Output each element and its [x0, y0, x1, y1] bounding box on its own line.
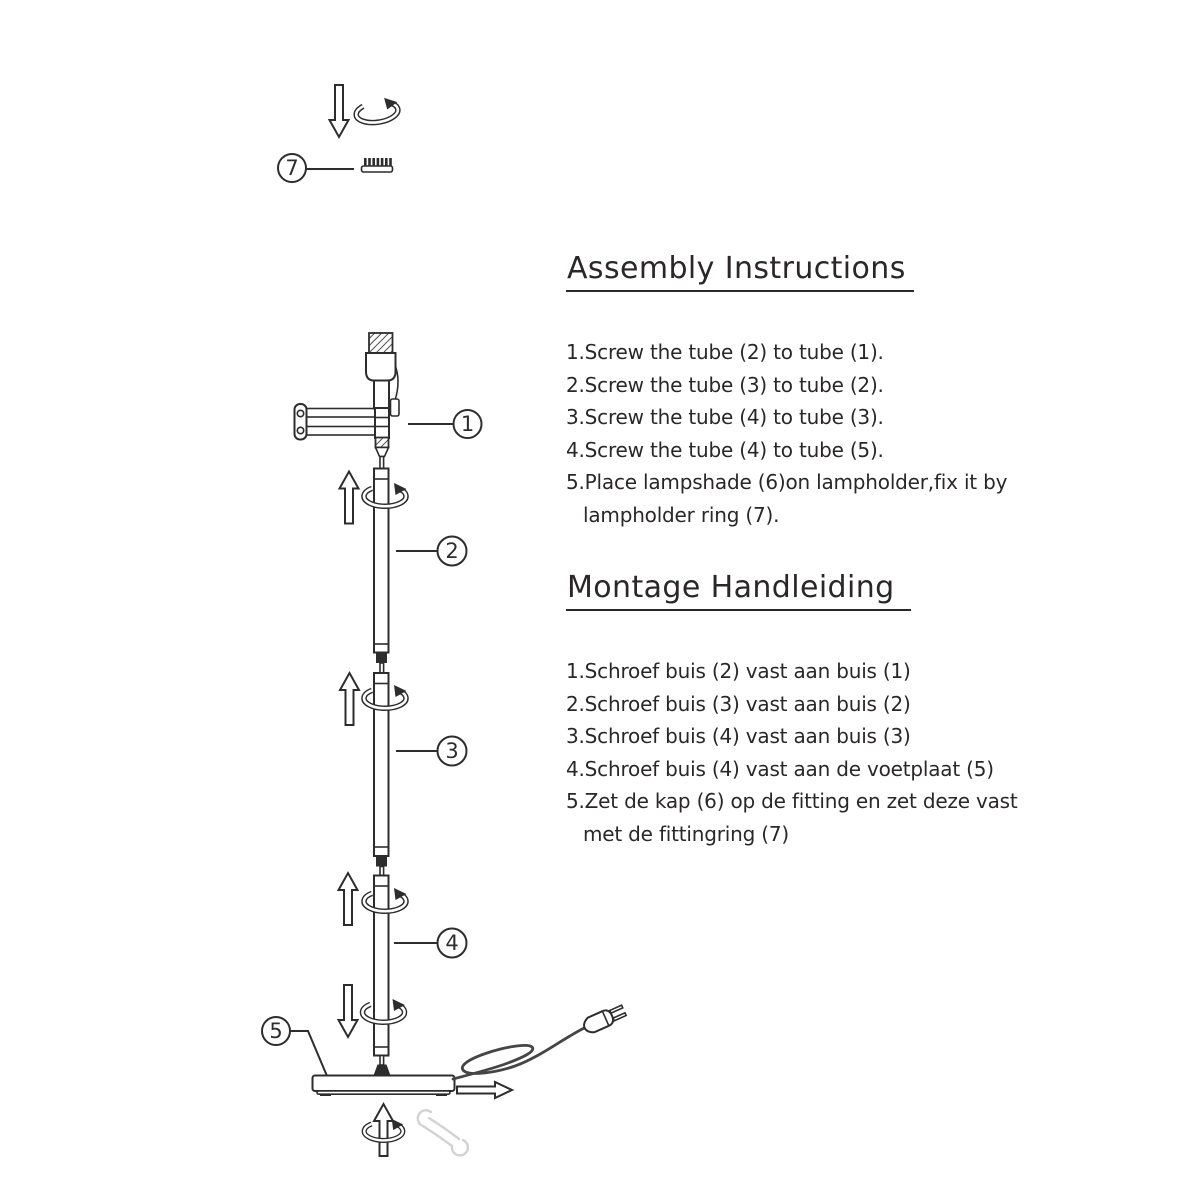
instruction-line: 4.Schroef buis (4) vast aan de voetplaat (5): [566, 756, 994, 781]
tube1-arm-section: [375, 408, 389, 438]
assembly-steps-nl: [566, 655, 1018, 851]
lampholder-ring-part: [362, 158, 393, 172]
tube-2: [374, 469, 389, 674]
part-label-1: [408, 410, 482, 438]
rotate-icon: [354, 96, 399, 125]
assembly-instructions-nl: [566, 570, 911, 611]
up-arrow-icon: [340, 472, 359, 524]
tube-3: [374, 673, 389, 876]
part-number: 5: [269, 1019, 283, 1043]
right-arrow-icon: [457, 1082, 512, 1098]
part-number: 4: [445, 931, 459, 955]
instruction-line: 2.Screw the tube (3) to tube (2).: [566, 372, 884, 397]
instruction-line: met de fittingring (7): [583, 821, 789, 846]
up-arrow-icon: [340, 673, 359, 725]
part-number: 1: [460, 412, 475, 436]
part-label-7: [278, 154, 354, 182]
section-title-nl: Montage Handleiding: [566, 570, 911, 611]
instruction-line: lampholder ring (7).: [583, 502, 780, 527]
lamp-head: [295, 333, 400, 469]
screw-rotation-icon: [364, 1104, 403, 1156]
instruction-line: 3.Schroef buis (4) vast aan buis (3): [566, 724, 911, 749]
up-arrow-icon: [339, 873, 358, 925]
wrench-icon: [418, 1110, 468, 1155]
power-plug-icon: [581, 1003, 627, 1035]
down-arrow-icon: [330, 85, 349, 137]
instruction-line: 3.Screw the tube (4) to tube (3).: [566, 405, 884, 430]
socket-body: [366, 353, 396, 381]
tube-4: [374, 876, 391, 1076]
instruction-line: 2.Schroef buis (3) vast aan buis (2): [566, 691, 911, 716]
tube1-thread: [376, 438, 389, 448]
down-arrow-icon: [339, 985, 358, 1037]
part-number: 3: [445, 739, 459, 763]
assembly-instructions-en: [566, 251, 914, 292]
lampholder-thread: [369, 333, 393, 353]
part-label-4: [394, 929, 467, 958]
part-label-3: [396, 737, 467, 766]
base-plate: [313, 1076, 455, 1096]
instruction-line: 5.Place lampshade (6)on lampholder,fix it by: [566, 470, 1008, 495]
swing-arm: [295, 404, 378, 440]
power-cord: [453, 1025, 590, 1079]
section-title-en: Assembly Instructions: [566, 251, 914, 292]
instruction-line: 5.Zet de kap (6) op de fitting en zet deze vast: [566, 789, 1018, 814]
tube1-neck: [374, 381, 389, 409]
instruction-line: 1.Screw the tube (2) to tube (1).: [566, 340, 884, 364]
part-number: 7: [285, 156, 299, 180]
assembly-steps-en: [566, 336, 1007, 532]
switch: [391, 399, 400, 416]
instruction-line: 1.Schroef buis (2) vast aan buis (1): [566, 659, 911, 683]
instruction-line: 4.Screw the tube (4) to tube (5).: [566, 437, 884, 462]
part-label-5: [262, 1017, 327, 1076]
part-number: 2: [445, 539, 459, 563]
part-label-2: [396, 537, 467, 566]
